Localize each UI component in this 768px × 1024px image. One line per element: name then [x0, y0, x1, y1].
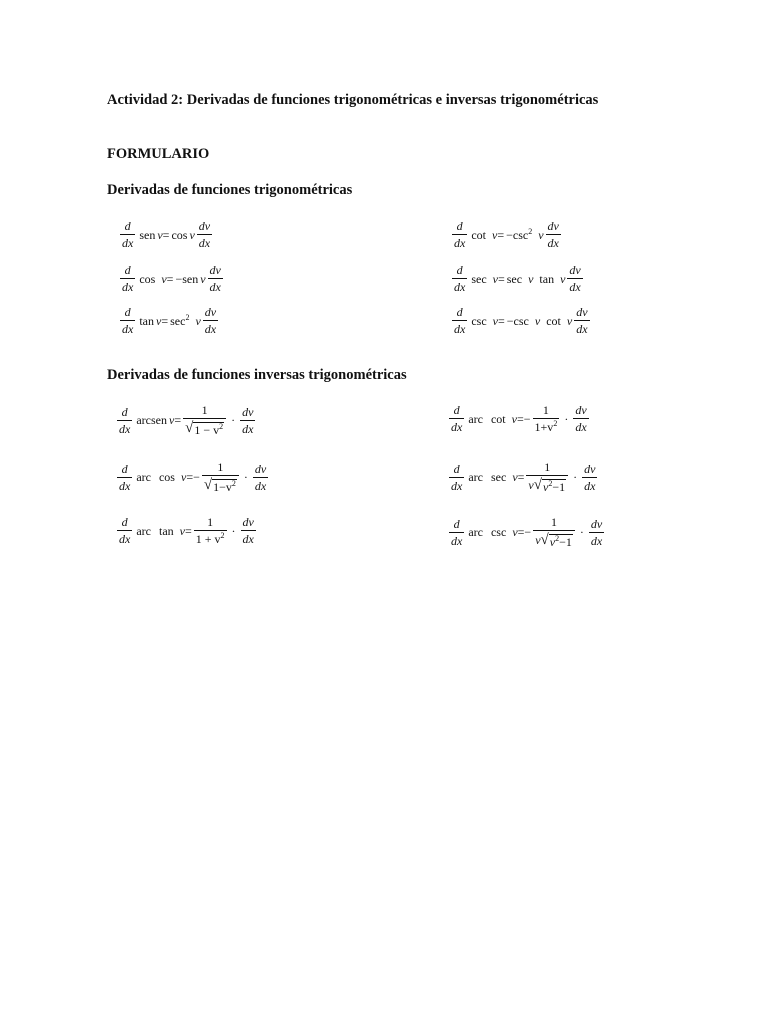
formula-arccos: $\frac{d}{dx}$ arc cos v =− 1 √ $1-v^2$ · $\frac{dv}{dx}$: [119, 460, 267, 494]
formula-arctan: $\frac{d}{dx}$ arc tan v = $\frac{1}{1 + v^2}$ · $\frac{dv}{dx}$: [119, 515, 254, 546]
formula-tan: $\frac{d}{dx}$ tan v = $\sec^2$ v $\frac{dv}{dx}$: [122, 305, 217, 336]
formula-arccsc: $\frac{d}{dx}$ arc csc v =− 1 v √ $v^2-1$ · $\frac{dv}{dx}$: [451, 515, 603, 549]
formula-sec: $\frac{d}{dx}$ sec v = sec v tan v $\frac{dv}{dx}$: [454, 263, 581, 294]
section-title-trig: Derivadas de funciones trigonométricas: [107, 182, 353, 198]
formula-cot: $\frac{d}{dx}$ cot v = $-\csc^2$ v $\frac{dv}{dx}$: [454, 219, 559, 250]
formulario-heading: FORMULARIO: [107, 146, 210, 162]
formula-csc: $\frac{d}{dx}$ csc v = −csc v cot v $\frac{dv}{dx}$: [454, 305, 588, 336]
formula-cos: $\frac{d}{dx}$ cos v = −sen v $\frac{dv}{dx}$: [122, 263, 221, 294]
formula-arcsec: $\frac{d}{dx}$ arc sec v = 1 v √ $v^2-1$ · $\frac{dv}{dx}$: [451, 460, 596, 494]
formula-arccot: $\frac{d}{dx}$ arc cot v =− $\frac{1}{1+v^2}$ · $\frac{dv}{dx}$: [451, 403, 587, 434]
formula-arcsen: $\frac{d}{dx}$ arcsen v = 1 √ $1 - v^2$ · $\frac{dv}{dx}$: [119, 403, 254, 437]
page-title: Actividad 2: Derivadas de funciones trigonométricas e inversas trigonométricas: [107, 92, 599, 108]
section-title-inverse: Derivadas de funciones inversas trigonométricas: [107, 367, 407, 383]
formula-sen: $\frac{d}{dx}$ sen v = cos v $\frac{dv}{dx}$: [122, 219, 211, 250]
